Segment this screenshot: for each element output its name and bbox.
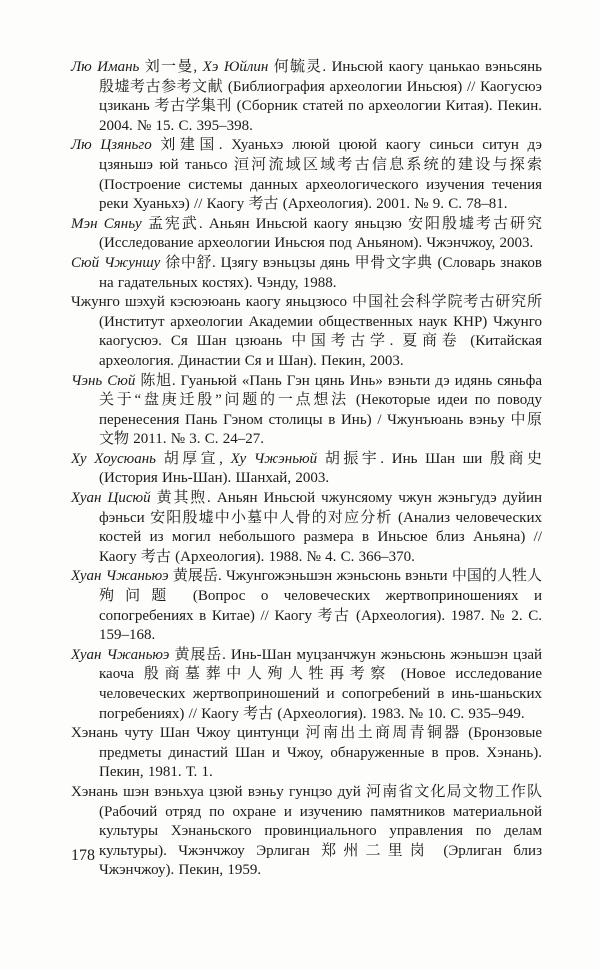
- bibliography-entry: [71, 58, 542, 136]
- entry-text: 陈旭. Гуаньюй «Пань Гэн цянь Инь» вэньти дэ идянь сяньфа 关于“盘庚迁殷”问题的一点想法 (Некоторые идеи по поводу перенесения Пань Гэном столицы в Инь) / Чжунъюань вэньу 中原文物 2011. № 3. С. 24–27.: [99, 372, 543, 448]
- entry-text: 何毓灵. Иньсюй каогу цанькао вэньсянь 殷墟考古参考文献 (Библиография археологии Иньсюя) // Каогусюэ цзикань 考古学集刊 (Сборник статей по археологии Китая). Пекин. 2004. № 15. С. 395–398.: [99, 59, 542, 134]
- bibliography-entry: [71, 254, 542, 293]
- entry-text: 黄其煦. Аньян Иньсюй чжунсяому чжун жэньгудэ дуйин фэньси 安阳殷墟中小墓中人骨的对应分析 (Анализ человеческих костей из могил небольшого размера в Иньсюе близ Аньяна) // Каогу 考古 (Археология). 1988. № 4. С. 366–370.: [99, 490, 543, 565]
- author-name: Лю Имань: [71, 59, 140, 75]
- bibliography-list: [71, 58, 542, 881]
- bibliography-entry: [71, 215, 542, 254]
- author-name: Хуан Чжаньюэ: [71, 646, 170, 663]
- entry-text: 胡厚宣,: [155, 450, 231, 467]
- entry-text: Хэнань шэн вэньхуа цзюй вэньу гунцзо дуй 河南省文化局文物工作队 (Рабочий отряд по охране и изучению памятников материальной культуры Хэнаньского провинциального управления по делам культуры). Чжэнчжоу Эрлиган 郑州二里岗 (Эрлиган близ Чжэнчжоу). Пекин, 1959.: [71, 783, 542, 879]
- author-name: Хэ Юйлин: [202, 59, 269, 75]
- author-name: Чэнь Сюй: [71, 372, 136, 389]
- author-name: Мэн Сяньу: [71, 215, 142, 232]
- entry-text: 胡振宇. Инь Шан ши 殷商史 (История Инь-Шан). Шанхай, 2003.: [99, 450, 542, 487]
- author-name: Хуан Чжаньюэ: [71, 568, 169, 585]
- author-name: Хуан Цисюй: [71, 490, 151, 507]
- bibliography-entry: [71, 293, 542, 371]
- author-name: Сюй Чжуншу: [71, 254, 161, 271]
- entry-text: 刘一曼,: [139, 59, 203, 75]
- author-name: Лю Цзяньго: [71, 137, 152, 154]
- author-name: Ху Хоусюань: [71, 450, 156, 467]
- entry-text: 黄展岳. Инь-Шан муцзанчжун жэньсюнь жэньшэн цзай каоча 殷商墓葬中人殉人牲再考察 (Новое исследование человеческих жертвоприношений и сопогребений в инь-шаньских погребениях) // Каогу 考古 (Археология). 1983. № 10. С. 935–949.: [99, 646, 543, 722]
- bibliography-entry: [71, 646, 542, 724]
- bibliography-entry: [71, 724, 542, 783]
- entry-text: 徐中舒. Цзягу вэньцзы дянь 甲骨文字典 (Словарь знаков на гадательных костях). Чэнду, 1988.: [99, 254, 543, 291]
- entry-text: 孟宪武. Аньян Иньсюй каогу яньцзю 安阳殷墟考古研究 (Исследование археологии Иньсюя под Аньяном). Чжэнчжоу, 2003.: [99, 215, 543, 252]
- page-number: 178: [71, 847, 95, 864]
- bibliography-entry: [71, 489, 542, 567]
- entry-text: 刘建国. Хуаньхэ лююй цююй каогу синьси ситун дэ цзяньшэ юй таньсо 洹河流域区域考古信息系统的建设与探索 (Построение системы данных археологического изучения течения реки Хуаньхэ) // Каогу 考古 (Археология). 2001. № 9. С. 78–81.: [99, 137, 542, 213]
- bibliography-entry: [71, 783, 542, 881]
- entry-text: Хэнань чуту Шан Чжоу цинтунци 河南出土商周青铜器 (Бронзовые предметы династий Шан и Чжоу, обнаруженные в пров. Хэнань). Пекин, 1981. Т. 1.: [71, 725, 542, 781]
- entry-text: 黄展岳. Чжунгожэньшэн жэньсюнь вэньти 中国的人牲人殉问题 (Вопрос о человеческих жертвоприношениях и сопогребениях в Китае) // Каогу 考古 (Археология). 1987. № 2. С. 159–168.: [99, 568, 542, 644]
- author-name: Ху Чжэньюй: [230, 450, 318, 467]
- bibliography-entry: [71, 567, 542, 645]
- bibliography-entry: [71, 450, 542, 489]
- entry-text: Чжунго шэхуй кэсюэюань каогу яньцзюсо 中国社会科学院考古研究所 (Институт археологии Академии общественных наук КНР) Чжунго каогусюэ. Ся Шан цзюань 中国考古学. 夏商卷 (Китайская археология. Династии Ся и Шан). Пекин, 2003.: [71, 294, 542, 369]
- bibliography-entry: [71, 136, 542, 214]
- bibliography-entry: [71, 372, 542, 450]
